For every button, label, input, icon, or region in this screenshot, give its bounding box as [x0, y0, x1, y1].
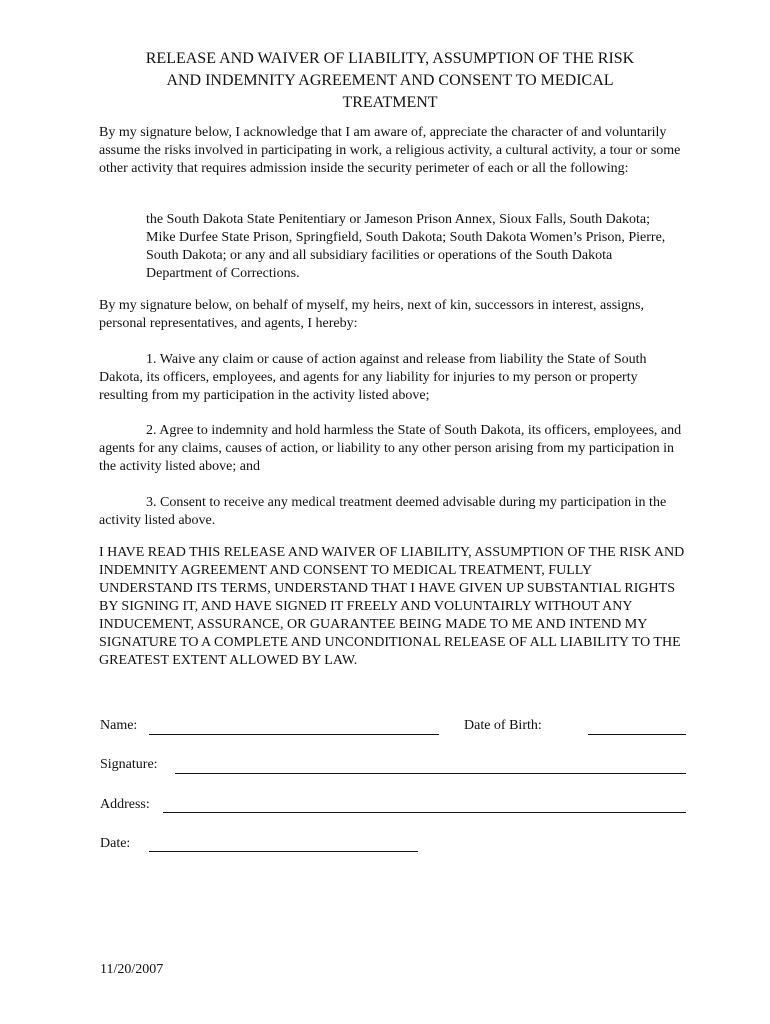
- date-of-birth-label: Date of Birth:: [464, 718, 542, 733]
- acknowledgement-paragraph: I HAVE READ THIS RELEASE AND WAIVER OF LIABILITY, ASSUMPTION OF THE RISK AND INDEMNITY AGREEMENT AND CONSENT TO MEDICAL TREATMENT, FULLY UNDERSTAND ITS TERMS, UNDERSTAND THAT I HAVE GIVEN UP SUBSTANTIAL RIGHTS BY SIGNING IT, AND HAVE SIGNED IT FREELY AND VOLUNTAIRLY WITHOUT ANY INDUCEMENT, ASSURANCE, OR GUARANTEE BEING MADE TO ME AND INTEND MY SIGNATURE TO A COMPLETE AND UNCONDITIONAL RELEASE OF ALL LIABILITY TO THE GREATEST EXTENT ALLOWED BY LAW.: [99, 545, 685, 668]
- name-field[interactable]: [149, 734, 439, 735]
- behalf-paragraph: By my signature below, on behalf of myself, my heirs, next of kin, successors in interest, assigns, personal representatives, and agents, I hereby:: [99, 298, 644, 331]
- date-of-birth-field[interactable]: [588, 734, 686, 735]
- list-item-indemnity: 2. Agree to indemnity and hold harmless the State of South Dakota, its officers, employees, and agents for any claims, causes of action, or liability to any other person arising from my participation in the activity listed above; and: [99, 423, 682, 474]
- address-label: Address:: [100, 797, 150, 812]
- date-field[interactable]: [149, 851, 418, 852]
- signature-field[interactable]: [175, 773, 686, 774]
- document-title: [100, 48, 680, 114]
- address-field[interactable]: [163, 812, 686, 813]
- list-item-consent: 3. Consent to receive any medical treatment deemed advisable during my participation in the activity listed above.: [99, 495, 667, 528]
- revision-date: 11/20/2007: [100, 962, 164, 977]
- date-label: Date:: [100, 836, 131, 851]
- intro-paragraph: By my signature below, I acknowledge that I am aware of, appreciate the character of and voluntarily assume the risks involved in participating in work, a religious activity, a cultural activity, a tour or some other activity that requires admission inside the security perimeter of each or all the following:: [99, 125, 681, 176]
- facilities-paragraph: the South Dakota State Penitentiary or Jameson Prison Annex, Sioux Falls, South Dakota; Mike Durfee State Prison, Springfield, South Dakota; South Dakota Women’s Prison, Pierre, South Dakota; or any and all subsidiary facilities or operations of the South Dakota Department of Corrections.: [146, 212, 666, 281]
- title-line-3: TREATMENT: [342, 94, 438, 111]
- name-label: Name:: [100, 718, 138, 733]
- signature-label: Signature:: [100, 757, 158, 772]
- title-line-2: AND INDEMNITY AGREEMENT AND CONSENT TO MEDICAL: [166, 72, 614, 89]
- list-item-waive: 1. Waive any claim or cause of action against and release from liability the State of South Dakota, its officers, employees, and agents for any liability for injuries to my person or property resulting from my participation in the activity listed above;: [99, 352, 647, 403]
- title-line-1: RELEASE AND WAIVER OF LIABILITY, ASSUMPTION OF THE RISK: [145, 50, 635, 67]
